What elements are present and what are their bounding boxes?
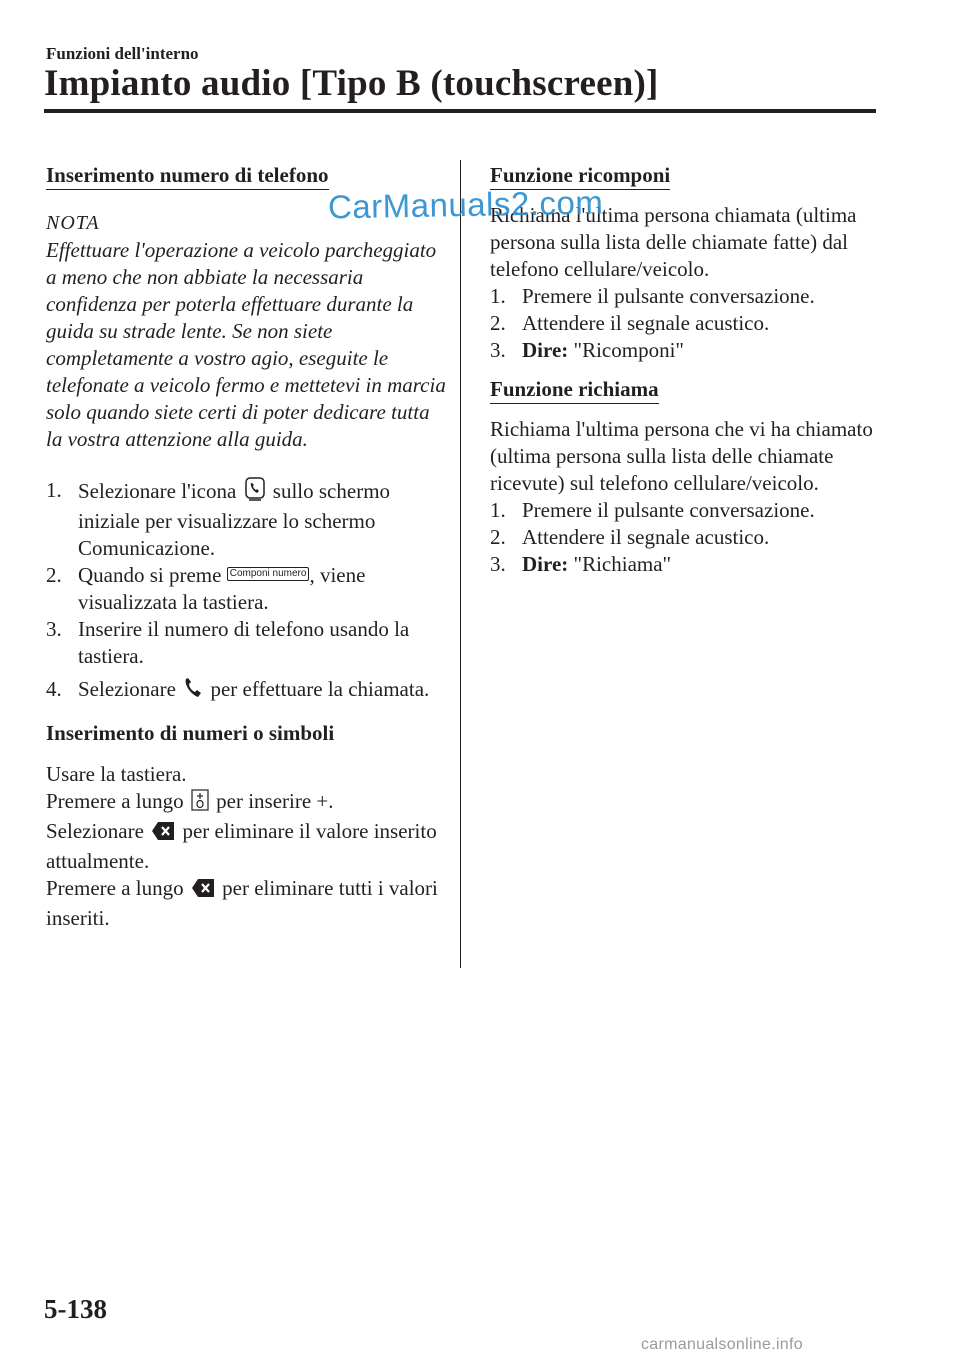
phone-screen-icon xyxy=(244,477,266,508)
step-number: 2. xyxy=(46,563,62,587)
list-item xyxy=(490,310,880,337)
heading-ricomponi: Funzione ricomponi xyxy=(490,162,670,190)
paragraph: Richiama l'ultima persona chiamata (ultima persona sulla lista delle chiamate fatte) dal telefono cellulare/veicolo. xyxy=(490,203,857,281)
steps-list xyxy=(46,477,446,706)
steps-list xyxy=(490,497,880,578)
watermark: CarManuals2.com xyxy=(327,183,604,226)
step-number: 2. xyxy=(490,525,506,549)
list-item xyxy=(490,524,880,551)
text: Premere a lungo xyxy=(46,789,184,813)
step-keyword: Dire: xyxy=(522,552,569,576)
step-number: 2. xyxy=(490,311,506,335)
step-text: Premere il pulsante conversazione. xyxy=(522,498,815,522)
list-item xyxy=(490,497,880,524)
step-text-before: Quando si preme xyxy=(78,563,222,587)
zero-plus-key-icon xyxy=(191,789,209,818)
handset-icon xyxy=(183,677,203,706)
steps-list xyxy=(490,283,880,364)
text: per eliminare il valore inserito attualmente. xyxy=(46,819,437,873)
paragraph xyxy=(46,788,446,818)
step-text-before: Selezionare l'icona xyxy=(78,479,237,503)
section-label: Funzioni dell'interno xyxy=(46,44,199,63)
step-number: 3. xyxy=(490,552,506,576)
page-number: 5-138 xyxy=(44,1294,107,1324)
list-item xyxy=(46,562,446,616)
paragraph xyxy=(46,818,446,875)
componi-numero-button: Componi numero xyxy=(227,567,310,581)
note-label: NOTA xyxy=(46,212,100,234)
step-keyword: Dire: xyxy=(522,338,569,362)
text: per inserire +. xyxy=(216,789,334,813)
right-column xyxy=(490,162,880,578)
step-number: 1. xyxy=(490,498,506,522)
list-item xyxy=(46,676,446,706)
title-rule xyxy=(44,109,876,113)
footer-site: carmanualsonline.info xyxy=(641,1336,803,1353)
step-text-after: per effettuare la chiamata. xyxy=(210,677,430,701)
text: Premere a lungo xyxy=(46,876,184,900)
list-item xyxy=(490,283,880,310)
step-number: 3. xyxy=(490,338,506,362)
text: Selezionare xyxy=(46,819,144,843)
paragraph xyxy=(46,875,446,932)
note-text: Effettuare l'operazione a veicolo parcheggiato a meno che non abbiate la necessaria confidenza per poterla effettuare durante la guida su strade lente. Se non siete completamente a vostro agio, eseguite le telefonate a veicolo fermo e mettetevi in marcia solo quando siete certi di poter dedicare tutta la vostra attenzione alla guida. xyxy=(46,238,446,451)
subheading-numeri-simboli: Inserimento di numeri o simboli xyxy=(46,721,335,745)
step-text: Attendere il segnale acustico. xyxy=(522,311,770,335)
column-divider xyxy=(460,160,461,968)
paragraph: Usare la tastiera. xyxy=(46,762,187,786)
text: per eliminare tutti i valori inseriti. xyxy=(46,876,438,930)
list-item xyxy=(46,477,446,562)
page-title: Impianto audio [Tipo B (touchscreen)] xyxy=(44,63,659,104)
backspace-x-icon xyxy=(191,878,215,905)
step-text-before: Selezionare xyxy=(78,677,176,701)
step-number: 1. xyxy=(490,284,506,308)
paragraph: Richiama l'ultima persona che vi ha chiamato (ultima persona sulla lista delle chiamate ricevute) sul telefono cellulare/veicolo. xyxy=(490,417,873,495)
step-text-after: sullo schermo iniziale per visualizzare lo schermo Comunicazione. xyxy=(78,479,391,560)
step-text: "Richiama" xyxy=(568,552,672,576)
step-text: "Ricomponi" xyxy=(568,338,684,362)
heading-inserimento-numero: Inserimento numero di telefono xyxy=(46,162,329,190)
step-text: Attendere il segnale acustico. xyxy=(522,525,770,549)
step-text-after: , viene visualizzata la tastiera. xyxy=(78,563,366,614)
step-text: Inserire il numero di telefono usando la tastiera. xyxy=(78,617,410,668)
left-column xyxy=(46,162,446,932)
heading-richiama: Funzione richiama xyxy=(490,376,659,404)
backspace-x-icon xyxy=(151,821,175,848)
step-text: Premere il pulsante conversazione. xyxy=(522,284,815,308)
step-number: 1. xyxy=(46,478,62,502)
list-item xyxy=(490,337,880,364)
list-item xyxy=(46,616,446,670)
list-item xyxy=(490,551,880,578)
step-number: 3. xyxy=(46,617,62,641)
step-number: 4. xyxy=(46,677,62,701)
